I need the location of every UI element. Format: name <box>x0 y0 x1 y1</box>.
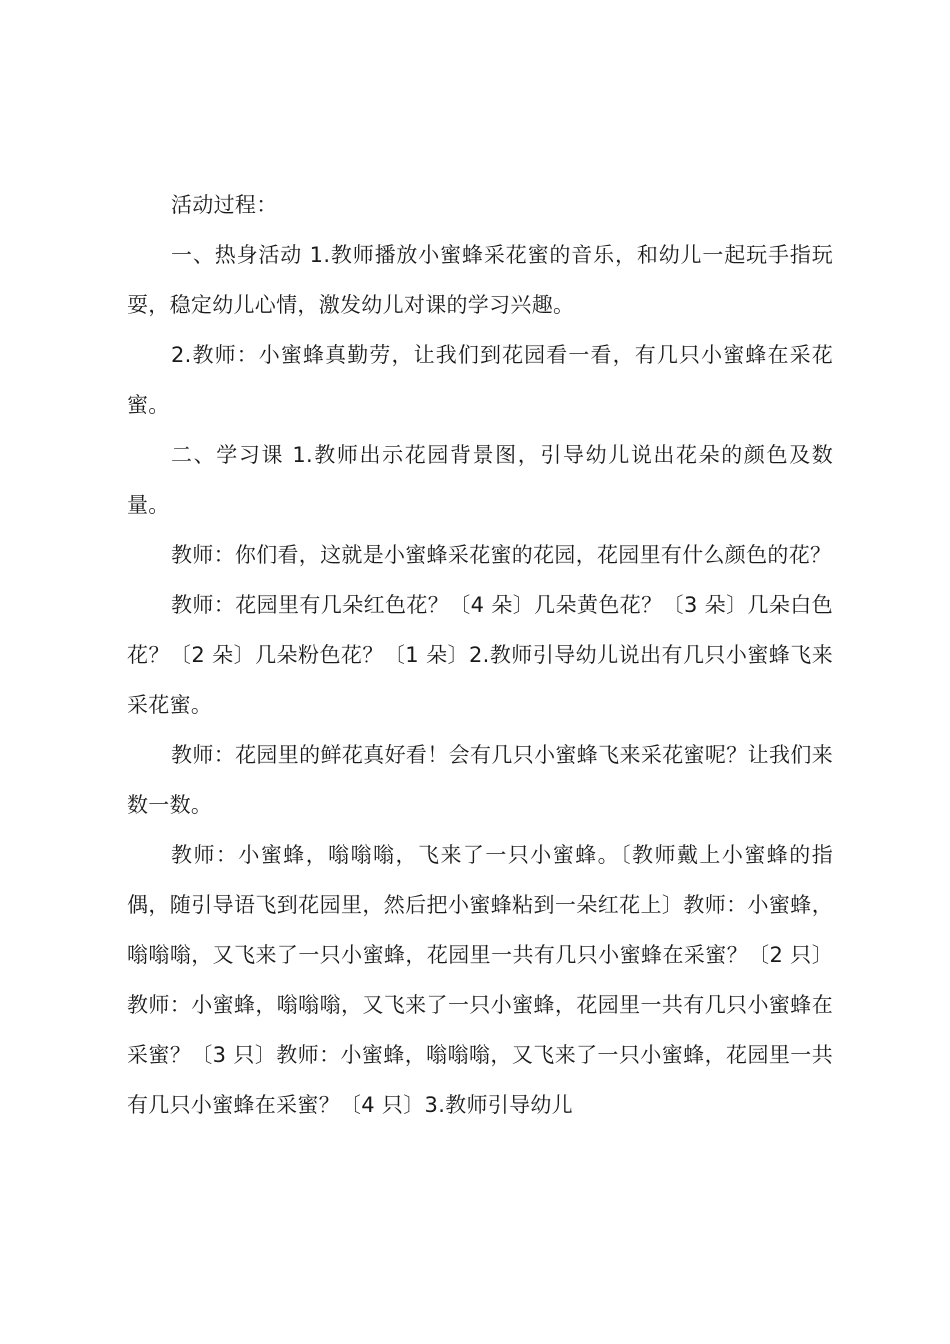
paragraph-teacher-flower-count: 教师：花园里有几朵红色花？〔4 朵〕几朵黄色花？〔3 朵〕几朵白色花？〔2 朵〕几朵粉色花？〔1 朵〕2.教师引导幼儿说出有几只小蜜蜂飞来采花蜜。 <box>127 593 833 717</box>
paragraph-warmup: 一、热身活动 1.教师播放小蜜蜂采花蜜的音乐，和幼儿一起玩手指玩耍，稳定幼儿心情，激发幼儿对课的学习兴趣。 <box>127 243 833 317</box>
section-heading-activity-process: 活动过程： <box>171 193 278 217</box>
paragraph-teacher-garden: 2.教师：小蜜蜂真勤劳，让我们到花园看一看，有几只小蜜蜂在采花蜜。 <box>127 343 833 417</box>
paragraph-teacher-colors: 教师：你们看，这就是小蜜蜂采花蜜的花园，花园里有什么颜色的花？ <box>171 543 832 567</box>
paragraph-teacher-count-bees: 教师：花园里的鲜花真好看！会有几只小蜜蜂飞来采花蜜呢？让我们来数一数。 <box>127 743 833 817</box>
document-body <box>127 180 833 1130</box>
paragraph-learning: 二、学习课 1.教师出示花园背景图，引导幼儿说出花朵的颜色及数量。 <box>127 443 833 517</box>
paragraph-teacher-bee-story: 教师：小蜜蜂，嗡嗡嗡，飞来了一只小蜜蜂。〔教师戴上小蜜蜂的指偶，随引导语飞到花园里，然后把小蜜蜂粘到一朵红花上〕教师：小蜜蜂，嗡嗡嗡，又飞来了一只小蜜蜂，花园里一共有几只小蜜蜂在采蜜？〔2 只〕教师：小蜜蜂，嗡嗡嗡，又飞来了一只小蜜蜂，花园里一共有几只小蜜蜂在采蜜？〔3 只〕教师：小蜜蜂，嗡嗡嗡，又飞来了一只小蜜蜂，花园里一共有几只小蜜蜂在采蜜？〔4 只〕3.教师引导幼儿 <box>127 843 833 1117</box>
